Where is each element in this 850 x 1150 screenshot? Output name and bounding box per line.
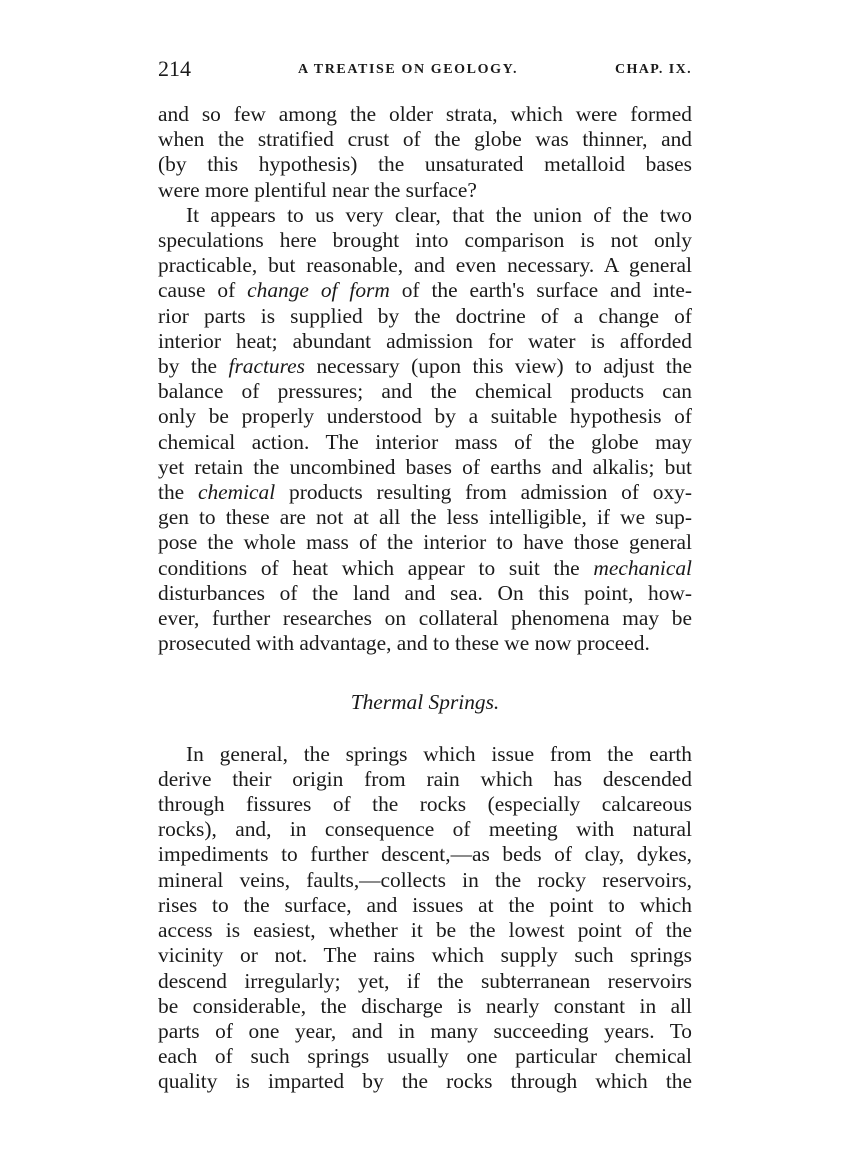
- paragraph-thermal-springs: [158, 742, 692, 1095]
- chapter-label: CHAP. IX.: [614, 62, 692, 77]
- text-line: [158, 556, 692, 581]
- text-line: In general, the springs which issue from the earth: [186, 741, 692, 766]
- text-run: by the: [158, 354, 229, 379]
- italic-phrase: mechanical: [593, 555, 692, 580]
- text-line: access is easiest, whether it be the lowest point of the: [158, 918, 692, 943]
- text-line: [158, 278, 692, 303]
- text-line: [158, 480, 692, 505]
- text-line: chemical action. The interior mass of the globe may: [158, 429, 692, 454]
- text-line: ever, further researches on collateral phenomena may be: [158, 606, 692, 631]
- text-line: rior parts is supplied by the doctrine of a change of: [158, 303, 692, 328]
- text-line: impediments to further descent,—as beds of clay, dykes,: [158, 842, 692, 867]
- text-run: the: [158, 480, 198, 505]
- text-run: conditions of heat which appear to suit the: [158, 555, 594, 580]
- text-line: rises to the surface, and issues at the point to which: [158, 892, 692, 917]
- text-line: [158, 354, 692, 379]
- text-line: and so few among the older strata, which were formed: [158, 102, 692, 126]
- text-line: each of such springs usually one particular chemical: [158, 1044, 692, 1069]
- text-line: interior heat; abundant admission for water is afforded: [158, 328, 692, 353]
- text-line: gen to these are not at all the less intelligible, if we sup-: [158, 505, 692, 530]
- page-number: 214: [158, 56, 191, 81]
- text-line: parts of one year, and in many succeeding years. To: [158, 1018, 692, 1043]
- paragraph-continued: [158, 102, 692, 203]
- text-line: were more plentiful near the surface?: [158, 177, 477, 202]
- text-line: speculations here brought into comparison is not only: [158, 228, 692, 253]
- text-line: disturbances of the land and sea. On this point, how-: [158, 580, 692, 605]
- text-run: cause of: [158, 278, 248, 303]
- italic-phrase: change of form: [247, 278, 390, 303]
- text-line: (by this hypothesis) the unsaturated metalloid bases: [158, 152, 692, 177]
- text-line: derive their origin from rain which has descended: [158, 766, 692, 791]
- text-line: rocks), and, in consequence of meeting with natural: [158, 817, 692, 842]
- body-text: [158, 102, 692, 1095]
- text-run: necessary (upon this view) to adjust the: [304, 354, 693, 379]
- text-line: mineral veins, faults,—collects in the rocky reservoirs,: [158, 867, 692, 892]
- text-line: prosecuted with advantage, and to these we now proceed.: [158, 631, 650, 656]
- section-heading: Thermal Springs.: [350, 690, 500, 715]
- book-page: [158, 56, 693, 1095]
- text-run: of the earth's surface and inte-: [389, 278, 692, 303]
- text-run: products resulting from admission of oxy-: [275, 480, 692, 505]
- text-line: only be properly understood by a suitable hypothesis of: [158, 404, 692, 429]
- text-line: descend irregularly; yet, if the subterranean reservoirs: [158, 968, 692, 993]
- italic-phrase: fractures: [228, 354, 305, 379]
- running-head: [158, 56, 692, 88]
- book-title: A TREATISE ON GEOLOGY.: [298, 62, 519, 77]
- text-line: vicinity or not. The rains which supply such springs: [158, 943, 692, 968]
- text-line: yet retain the uncombined bases of earths and alkalis; but: [158, 454, 692, 479]
- text-line: It appears to us very clear, that the union of the two: [186, 202, 692, 227]
- text-line: through fissures of the rocks (especially calcareous: [158, 792, 692, 817]
- text-line: balance of pressures; and the chemical products can: [158, 379, 692, 404]
- text-line: be considerable, the discharge is nearly constant in all: [158, 993, 692, 1018]
- paragraph-union-of-speculations: [158, 203, 692, 657]
- italic-phrase: chemical: [197, 480, 276, 505]
- text-line: pose the whole mass of the interior to have those general: [158, 530, 692, 555]
- text-line: quality is imparted by the rocks through which the: [158, 1069, 692, 1094]
- text-line: when the stratified crust of the globe was thinner, and: [158, 127, 692, 152]
- text-line: practicable, but reasonable, and even necessary. A general: [158, 253, 692, 278]
